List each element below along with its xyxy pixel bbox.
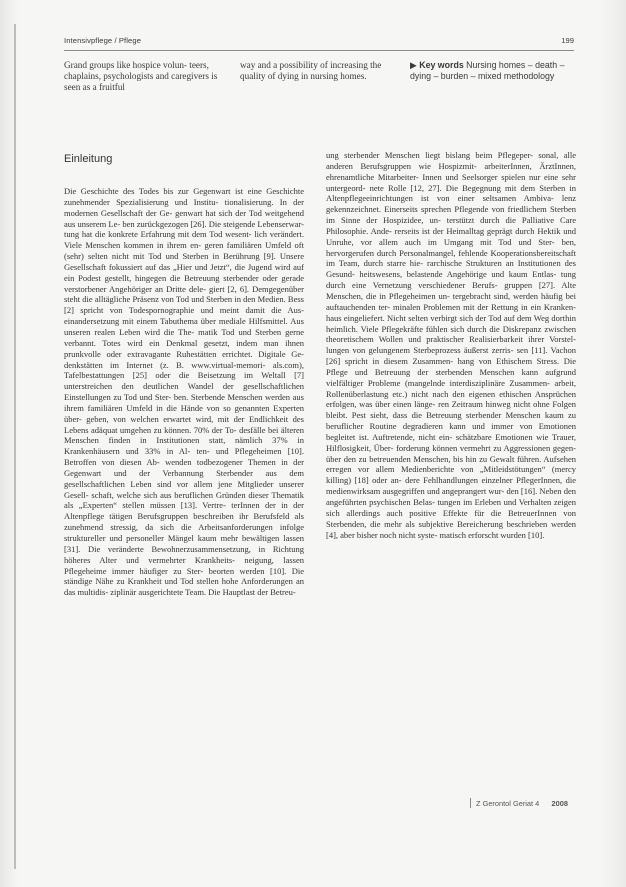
footer-journal: Z Gerontol Geriat 4 <box>476 799 540 808</box>
body-text-right-column: ung sterbender Menschen liegt bislang beim Pflegeper- sonal, alle anderen Berufsgruppen wie Hospizmit- arbeiterInnen, ÄrztInnen, ehrenamtliche Mitarbeiter- Innen und Seelsorger spielen nur eine sehr untergeord- nete Rolle [12, 27]. Die Begegnung mit dem Sterben in Altenpflegeeinrichtungen ist von einer seltsamen Ambiva- lenz gekennzeichnet. Einerseits sprechen Pflegende von friedlichem Sterben im Sinne der Hospizidee, un- terstützt durch die Palliative Care Philosophie. Ande- rerseits ist der Heimalltag geprägt durch Hektik und Unruhe, vor allem auch im Umgang mit Tod und Ster- ben, hervorgerufen durch Personalmangel, fehlende Kooperationsbereitschaft im Team, durch starre hie- rarchische Strukturen an Institutionen des Gesund- heitswesens, belastende Angehörige und kaum Entlas- tung durch eine Vernetzung verschiedener Berufs- gruppen [27]. Alte Menschen, die in Pflegeheimen un- tergebracht sind, werden häufig bei auftauchenden ter- minalen Problemen mit der Rettung in ein Kranken- haus eingeliefert. Nicht selten verbirgt sich der Tod auf dem Weg dorthin heimlich. Viele Pflegekräfte fühlen sich durch die Diskrepanz zwischen theoretischem Wollen und praktischer Realisierbarkeit ihrer Vorstel- lungen von gelungenem Sterbeprozess äußerst zerris- sen [11]. Vachon [26] spricht in diesem Zusammen- hang von Ethischem Stress. Die Pflege und Betreuung der sterbenden Menschen kann aufgrund vielfältiger Probleme (mangelnde interdisziplinäre Zusammen- arbeit, Rollenüberlastung etc.) nicht nach den eigenen ethischen Ansprüchen erfolgen, was über einen länge- ren Zeitraum hinweg nicht ohne Folgen bleibt. Pest sieht, dass die Betreuung sterbender Menschen kaum zu beruflicher Routine degradieren kann und immer von Emotionen begleitet ist. Auftretende, nicht ein- schätzbare Emotionen wie Trauer, Hilflosigkeit, Über- forderung können vermehrt zu Aggressionen gegen- über den zu betreuenden Menschen, bis hin zu Gewalt führen. Aufsehen erregen vor allem Medienberichte von „Mitleidstötungen“ (mercy killing) [18] oder an- dere Fehlhandlungen einzelner PflegerInnen, die medienwirksam ausgegriffen und angeprangert wur- den [16]. Neben den angeführten psychischen Belas- tungen im Erleben und Verhalten zeigen sich allerdings auch positive Effekte für die BetreuerInnen von Sterbenden, die mehr als subjektive Bereicherung beschrieben werden [4], aber bisher noch nicht syste- matisch erforscht wurden [10]. <box>326 150 576 540</box>
abstract-tail-column-1: Grand groups like hospice volun- teers, chaplains, psychologists and caregivers is seen as a fruitful <box>64 60 218 93</box>
header-rule <box>64 50 574 51</box>
running-header-page-number: 199 <box>561 36 574 45</box>
page-spine-edge <box>14 24 16 869</box>
keywords-label: Key words <box>419 60 464 70</box>
keywords-list: Nursing homes – death – dying – burden – mixed methodology <box>410 60 565 82</box>
body-text-left-column: Die Geschichte des Todes bis zur Gegenwart ist eine Geschichte zunehmender Spezialisierung und Institu- tionalisierung. In der modernen Gesellschaft der Ge- genwart hat sich der Tod weitgehend aus unserem Le- ben zurückgezogen [26]. Die steigende Lebenserwar- tung hat die konkrete Erfahrung mit dem Tod wesent- lich verändert. Viele Menschen kommen in ihrem en- geren familiären Umfeld oft (sehr) selten nicht mit Tod und Sterben in Berührung [9]. Unsere Gesellschaft fokussiert auf das „Hier und Jetzt“, die Jugend wird auf ein Podest gestellt, hingegen die Betreuung sterbender oder gerade verstorbener Angehöriger an Dritte dele- giert [2, 6]. Demgegenüber steht die alltägliche Präsenz von Tod und Sterben in den Medien. Bess [2] spricht von Todespornographie und meint damit die Aus- einandersetzung mit einem Tabuthema über mediale Hilfsmittel. Aus unseren realen Leben wird die The- matik Tod und Sterben gerne verbannt. Totes wird ein Denkmal gesetzt, indem man ihnen prunkvolle oder extravagante Ruhestätten errichtet. Digitale Ge- denkstätten im Internet (z. B. www.virtual-memori- als.com), Tafelbestattungen [25] oder die Beisetzung im Weltall [7] unterstreichen den deutlichen Wandel der gesellschaftlichen Einstellungen zu Tod und Ster- ben. Sterbende Menschen werden aus ihrem familiären Umfeld in die Hände von so genannten Experten über- geben, von welchen erwartet wird, mit der Endlichkeit des Lebens adäquat umgehen zu können. 70% der To- desfälle bei älteren Menschen finden in Institutionen statt, nämlich 37% in Krankenhäusern und 33% in Al- ten- und Pflegeheimen [10]. Betroffen von diesen Ab- wenden todbezogener Themen in der Gegenwart und der Verbannung Sterbender aus dem gesellschaftlichen Leben sind vor allem jene Mitglieder unserer Gesell- schaft, welche sich aus beruflichen Gründen dieser Thematik als „Experten“ stellen müssen [13]. Vertre- terInnen der in der Altenpflege tätigen Berufsgruppen beschreiben ihr Berufsfeld als zunehmend stressig, da sich die Arbeitsanforderungen infolge struktureller und personeller Mängel kaum mehr bewältigen lassen [31]. Die veränderte Bewohnerzusammensetzung, in Richtung höheres Alter und vermehrter Krankheits- neigung, lassen Pflegeheime immer häufiger zu Ster- beorten werden [10]. Die ständige Nähe zu Krankheit und Tod stellen hohe Anforderungen an das multidis- ziplinär ausgerichtete Team. Die Hauptlast der Betreu- <box>64 186 304 598</box>
abstract-tail-column-2: way and a possibility of increasing the quality of dying in nursing homes. <box>240 60 382 82</box>
running-header-section: Intensivpflege / Pflege <box>64 36 142 45</box>
section-heading: Einleitung <box>64 153 113 165</box>
footer-rule <box>470 798 471 808</box>
keywords-marker: ▶ <box>410 60 420 70</box>
footer-year: 2008 <box>551 799 568 808</box>
running-header <box>64 34 574 48</box>
keywords-block <box>410 60 575 82</box>
